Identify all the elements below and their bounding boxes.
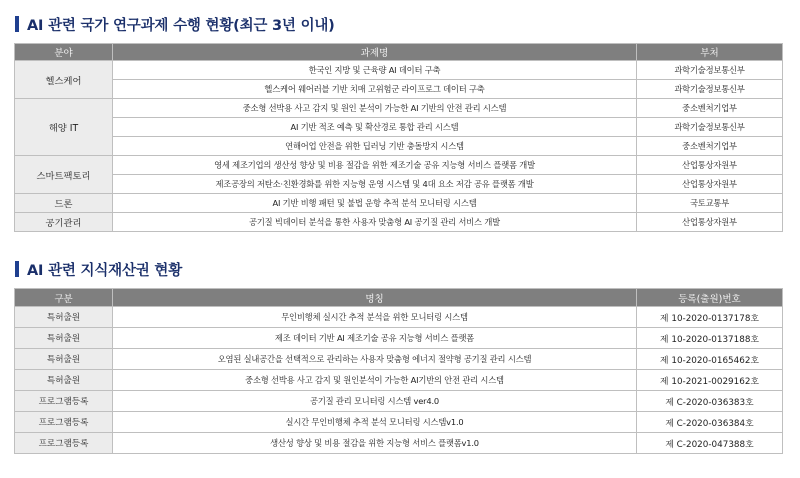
research-section-heading bbox=[15, 14, 335, 34]
ip-section-title: AI 관련 지식재산권 현황 bbox=[27, 262, 183, 279]
table-row bbox=[15, 194, 783, 213]
column-header-title: 명칭 bbox=[113, 289, 637, 307]
category-cell: 헬스케어 bbox=[15, 61, 113, 99]
title-cell: 중소형 선박용 사고 감지 및 원인분석이 가능한 AI기반의 안전 관리 시스템 bbox=[113, 370, 637, 391]
type-cell: 프로그램등록 bbox=[15, 433, 113, 454]
table-row bbox=[15, 156, 783, 175]
research-section-title: AI 관련 국가 연구과제 수행 현황(최근 3년 이내) bbox=[27, 17, 335, 34]
registration-number-cell: 제 C-2020-036384호 bbox=[637, 412, 783, 433]
table-row bbox=[15, 328, 783, 349]
project-name-cell: 영세 제조기업의 생산성 향상 및 비용 절감을 위한 제조기술 공유 지능형 서비스 플랫폼 개발 bbox=[113, 156, 637, 175]
ip-section-heading bbox=[15, 259, 182, 279]
category-cell: 드론 bbox=[15, 194, 113, 213]
registration-number-cell: 제 10-2020-0137188호 bbox=[637, 328, 783, 349]
title-cell: 무인비행체 실시간 추적 분석을 위한 모니터링 시스템 bbox=[113, 307, 637, 328]
type-cell: 특허출원 bbox=[15, 370, 113, 391]
ministry-cell: 중소벤처기업부 bbox=[637, 99, 783, 118]
table-row bbox=[15, 307, 783, 328]
category-cell: 공기관리 bbox=[15, 213, 113, 232]
project-name-cell: 공기질 빅데이터 분석을 통한 사용자 맞춤형 AI 공기질 관리 서비스 개발 bbox=[113, 213, 637, 232]
table-row bbox=[15, 118, 783, 137]
table-row bbox=[15, 175, 783, 194]
registration-number-cell: 제 10-2020-0137178호 bbox=[637, 307, 783, 328]
type-cell: 프로그램등록 bbox=[15, 412, 113, 433]
table-row bbox=[15, 433, 783, 454]
category-cell: 해양 IT bbox=[15, 99, 113, 156]
type-cell: 특허출원 bbox=[15, 307, 113, 328]
title-cell: 실시간 무인비행체 추적 분석 모니터링 시스템v1.0 bbox=[113, 412, 637, 433]
project-name-cell: 헬스케어 웨어러블 기반 치매 고위험군 라이프로그 데이터 구축 bbox=[113, 80, 637, 99]
registration-number-cell: 제 C-2020-047388호 bbox=[637, 433, 783, 454]
table-row bbox=[15, 370, 783, 391]
column-header-field: 분야 bbox=[15, 44, 113, 61]
column-header-registration-number: 등록(출원)번호 bbox=[637, 289, 783, 307]
ministry-cell: 산업통상자원부 bbox=[637, 213, 783, 232]
title-cell: 제조 데이터 기반 AI 제조기술 공유 지능형 서비스 플랫폼 bbox=[113, 328, 637, 349]
project-name-cell: 중소형 선박용 사고 감지 및 원인 분석이 가능한 AI 기반의 안전 관리 시스템 bbox=[113, 99, 637, 118]
table-row bbox=[15, 99, 783, 118]
project-name-cell: 한국인 지방 및 근육량 AI 데이터 구축 bbox=[113, 61, 637, 80]
table-row bbox=[15, 391, 783, 412]
title-cell: 오염된 실내공간을 선택적으로 관리하는 사용자 맞춤형 에너지 절약형 공기질 관리 시스템 bbox=[113, 349, 637, 370]
table-row bbox=[15, 349, 783, 370]
ministry-cell: 과학기술정보통신부 bbox=[637, 118, 783, 137]
research-projects-table bbox=[14, 43, 783, 232]
type-cell: 프로그램등록 bbox=[15, 391, 113, 412]
title-cell: 생산성 향상 및 비용 절감을 위한 지능형 서비스 플랫폼v1.0 bbox=[113, 433, 637, 454]
column-header-project-name: 과제명 bbox=[113, 44, 637, 61]
table-row bbox=[15, 412, 783, 433]
table-header-row bbox=[15, 289, 783, 307]
title-cell: 공기질 관리 모니터링 시스템 ver4.0 bbox=[113, 391, 637, 412]
ministry-cell: 과학기술정보통신부 bbox=[637, 61, 783, 80]
ministry-cell: 중소벤처기업부 bbox=[637, 137, 783, 156]
column-header-ministry: 부처 bbox=[637, 44, 783, 61]
type-cell: 특허출원 bbox=[15, 328, 113, 349]
registration-number-cell: 제 10-2021-0029162호 bbox=[637, 370, 783, 391]
ministry-cell: 산업통상자원부 bbox=[637, 156, 783, 175]
column-header-type: 구분 bbox=[15, 289, 113, 307]
table-header-row bbox=[15, 44, 783, 61]
ip-status-table bbox=[14, 288, 783, 454]
type-cell: 특허출원 bbox=[15, 349, 113, 370]
registration-number-cell: 제 10-2020-0165462호 bbox=[637, 349, 783, 370]
project-name-cell: AI 기반 비행 패턴 및 불법 운항 추적 분석 모니터링 시스템 bbox=[113, 194, 637, 213]
ministry-cell: 산업통상자원부 bbox=[637, 175, 783, 194]
table-row bbox=[15, 137, 783, 156]
title-accent-bar bbox=[15, 16, 19, 32]
table-row bbox=[15, 80, 783, 99]
project-name-cell: 연해어업 안전을 위한 딥러닝 기반 충돌방지 시스템 bbox=[113, 137, 637, 156]
project-name-cell: 제조공장의 저탄소·친환경화를 위한 지능형 운영 시스템 및 4대 요소 저감 공유 플랫폼 개발 bbox=[113, 175, 637, 194]
title-accent-bar bbox=[15, 261, 19, 277]
table-row bbox=[15, 61, 783, 80]
category-cell: 스마트팩토리 bbox=[15, 156, 113, 194]
registration-number-cell: 제 C-2020-036383호 bbox=[637, 391, 783, 412]
ministry-cell: 과학기술정보통신부 bbox=[637, 80, 783, 99]
project-name-cell: AI 기반 적조 예측 및 확산경로 통합 관리 시스템 bbox=[113, 118, 637, 137]
ministry-cell: 국토교통부 bbox=[637, 194, 783, 213]
table-row bbox=[15, 213, 783, 232]
